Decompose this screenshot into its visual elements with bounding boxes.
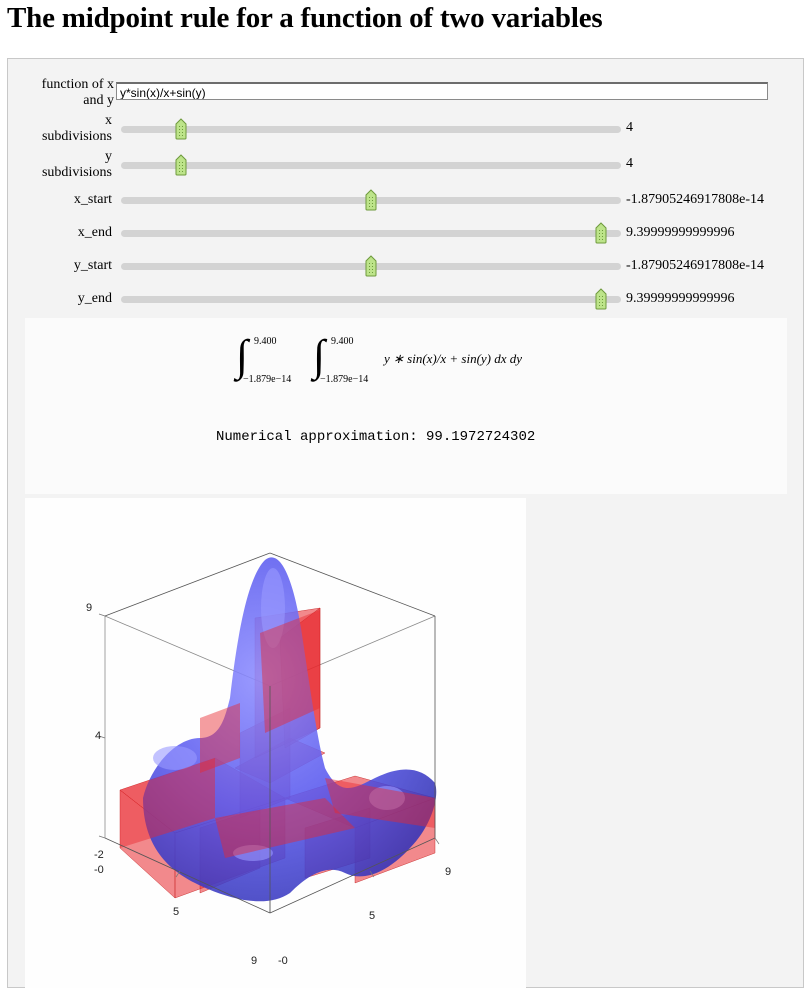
numerical-approximation: Numerical approximation: 99.1972724302 xyxy=(216,429,536,445)
y-end-label: y_end xyxy=(77,291,112,306)
function-label xyxy=(20,77,114,109)
x-subdivisions-slider[interactable] xyxy=(121,126,621,133)
outer-integral-sign: ∫ xyxy=(236,331,249,380)
function-input[interactable]: y*sin(x)/x+sin(y) xyxy=(116,82,768,100)
x-tick-mid: 5 xyxy=(173,906,180,918)
outer-upper-limit: 9.400 xyxy=(254,336,277,347)
y-subdivisions-label xyxy=(20,149,112,181)
y-start-value: -1.87905246917808e-14 xyxy=(626,258,765,273)
y-tick-start: -0 xyxy=(278,955,288,967)
x-tick-start: -0 xyxy=(94,864,104,876)
function-surface xyxy=(143,557,436,901)
x-end-label: x_end xyxy=(77,225,112,240)
plot-3d-svg xyxy=(25,498,526,988)
x-end-slider-handle[interactable] xyxy=(595,222,607,244)
function-label-line2: and y xyxy=(83,93,114,108)
integrand: y ∗ sin(x)/x + sin(y) dx dy xyxy=(384,351,523,366)
y-tick-end: 9 xyxy=(445,866,452,878)
z-tick-mid: 4 xyxy=(95,730,102,742)
y-end-slider[interactable] xyxy=(121,296,621,303)
y-subdivisions-label-line1: y xyxy=(105,149,112,164)
inner-integral-sign: ∫ xyxy=(313,331,326,380)
integral-output xyxy=(25,318,787,494)
z-tick-top: 9 xyxy=(86,602,93,614)
y-subdivisions-slider[interactable] xyxy=(121,162,621,169)
function-label-line1: function of x xyxy=(41,77,114,92)
page-title: The midpoint rule for a function of two variables xyxy=(7,2,603,34)
x-start-value: -1.87905246917808e-14 xyxy=(626,192,765,207)
plot-3d[interactable] xyxy=(25,498,526,988)
y-tick-mid: 5 xyxy=(369,910,376,922)
x-subdivisions-label xyxy=(20,113,112,145)
x-tick-end: 9 xyxy=(251,955,258,967)
x-start-slider-handle[interactable] xyxy=(365,189,377,211)
outer-lower-limit: −1.879e−14 xyxy=(243,374,292,385)
x-subdivisions-label-line1: x xyxy=(105,113,112,128)
y-subdivisions-label-line2: subdivisions xyxy=(41,165,112,180)
y-end-value: 9.39999999999996 xyxy=(626,291,735,306)
inner-upper-limit: 9.400 xyxy=(331,336,354,347)
x-start-label: x_start xyxy=(73,192,112,207)
z-tick-bottom: -2 xyxy=(94,849,104,861)
inner-lower-limit: −1.879e−14 xyxy=(320,374,369,385)
y-subdivisions-value: 4 xyxy=(626,156,633,171)
x-subdivisions-label-line2: subdivisions xyxy=(41,129,112,144)
y-end-slider-handle[interactable] xyxy=(595,288,607,310)
y-start-label: y_start xyxy=(73,258,112,273)
y-subdivisions-slider-handle[interactable] xyxy=(175,154,187,176)
x-end-slider[interactable] xyxy=(121,230,621,237)
x-end-value: 9.39999999999996 xyxy=(626,225,735,240)
y-start-slider-handle[interactable] xyxy=(365,255,377,277)
x-subdivisions-value: 4 xyxy=(626,120,633,135)
x-subdivisions-slider-handle[interactable] xyxy=(175,118,187,140)
